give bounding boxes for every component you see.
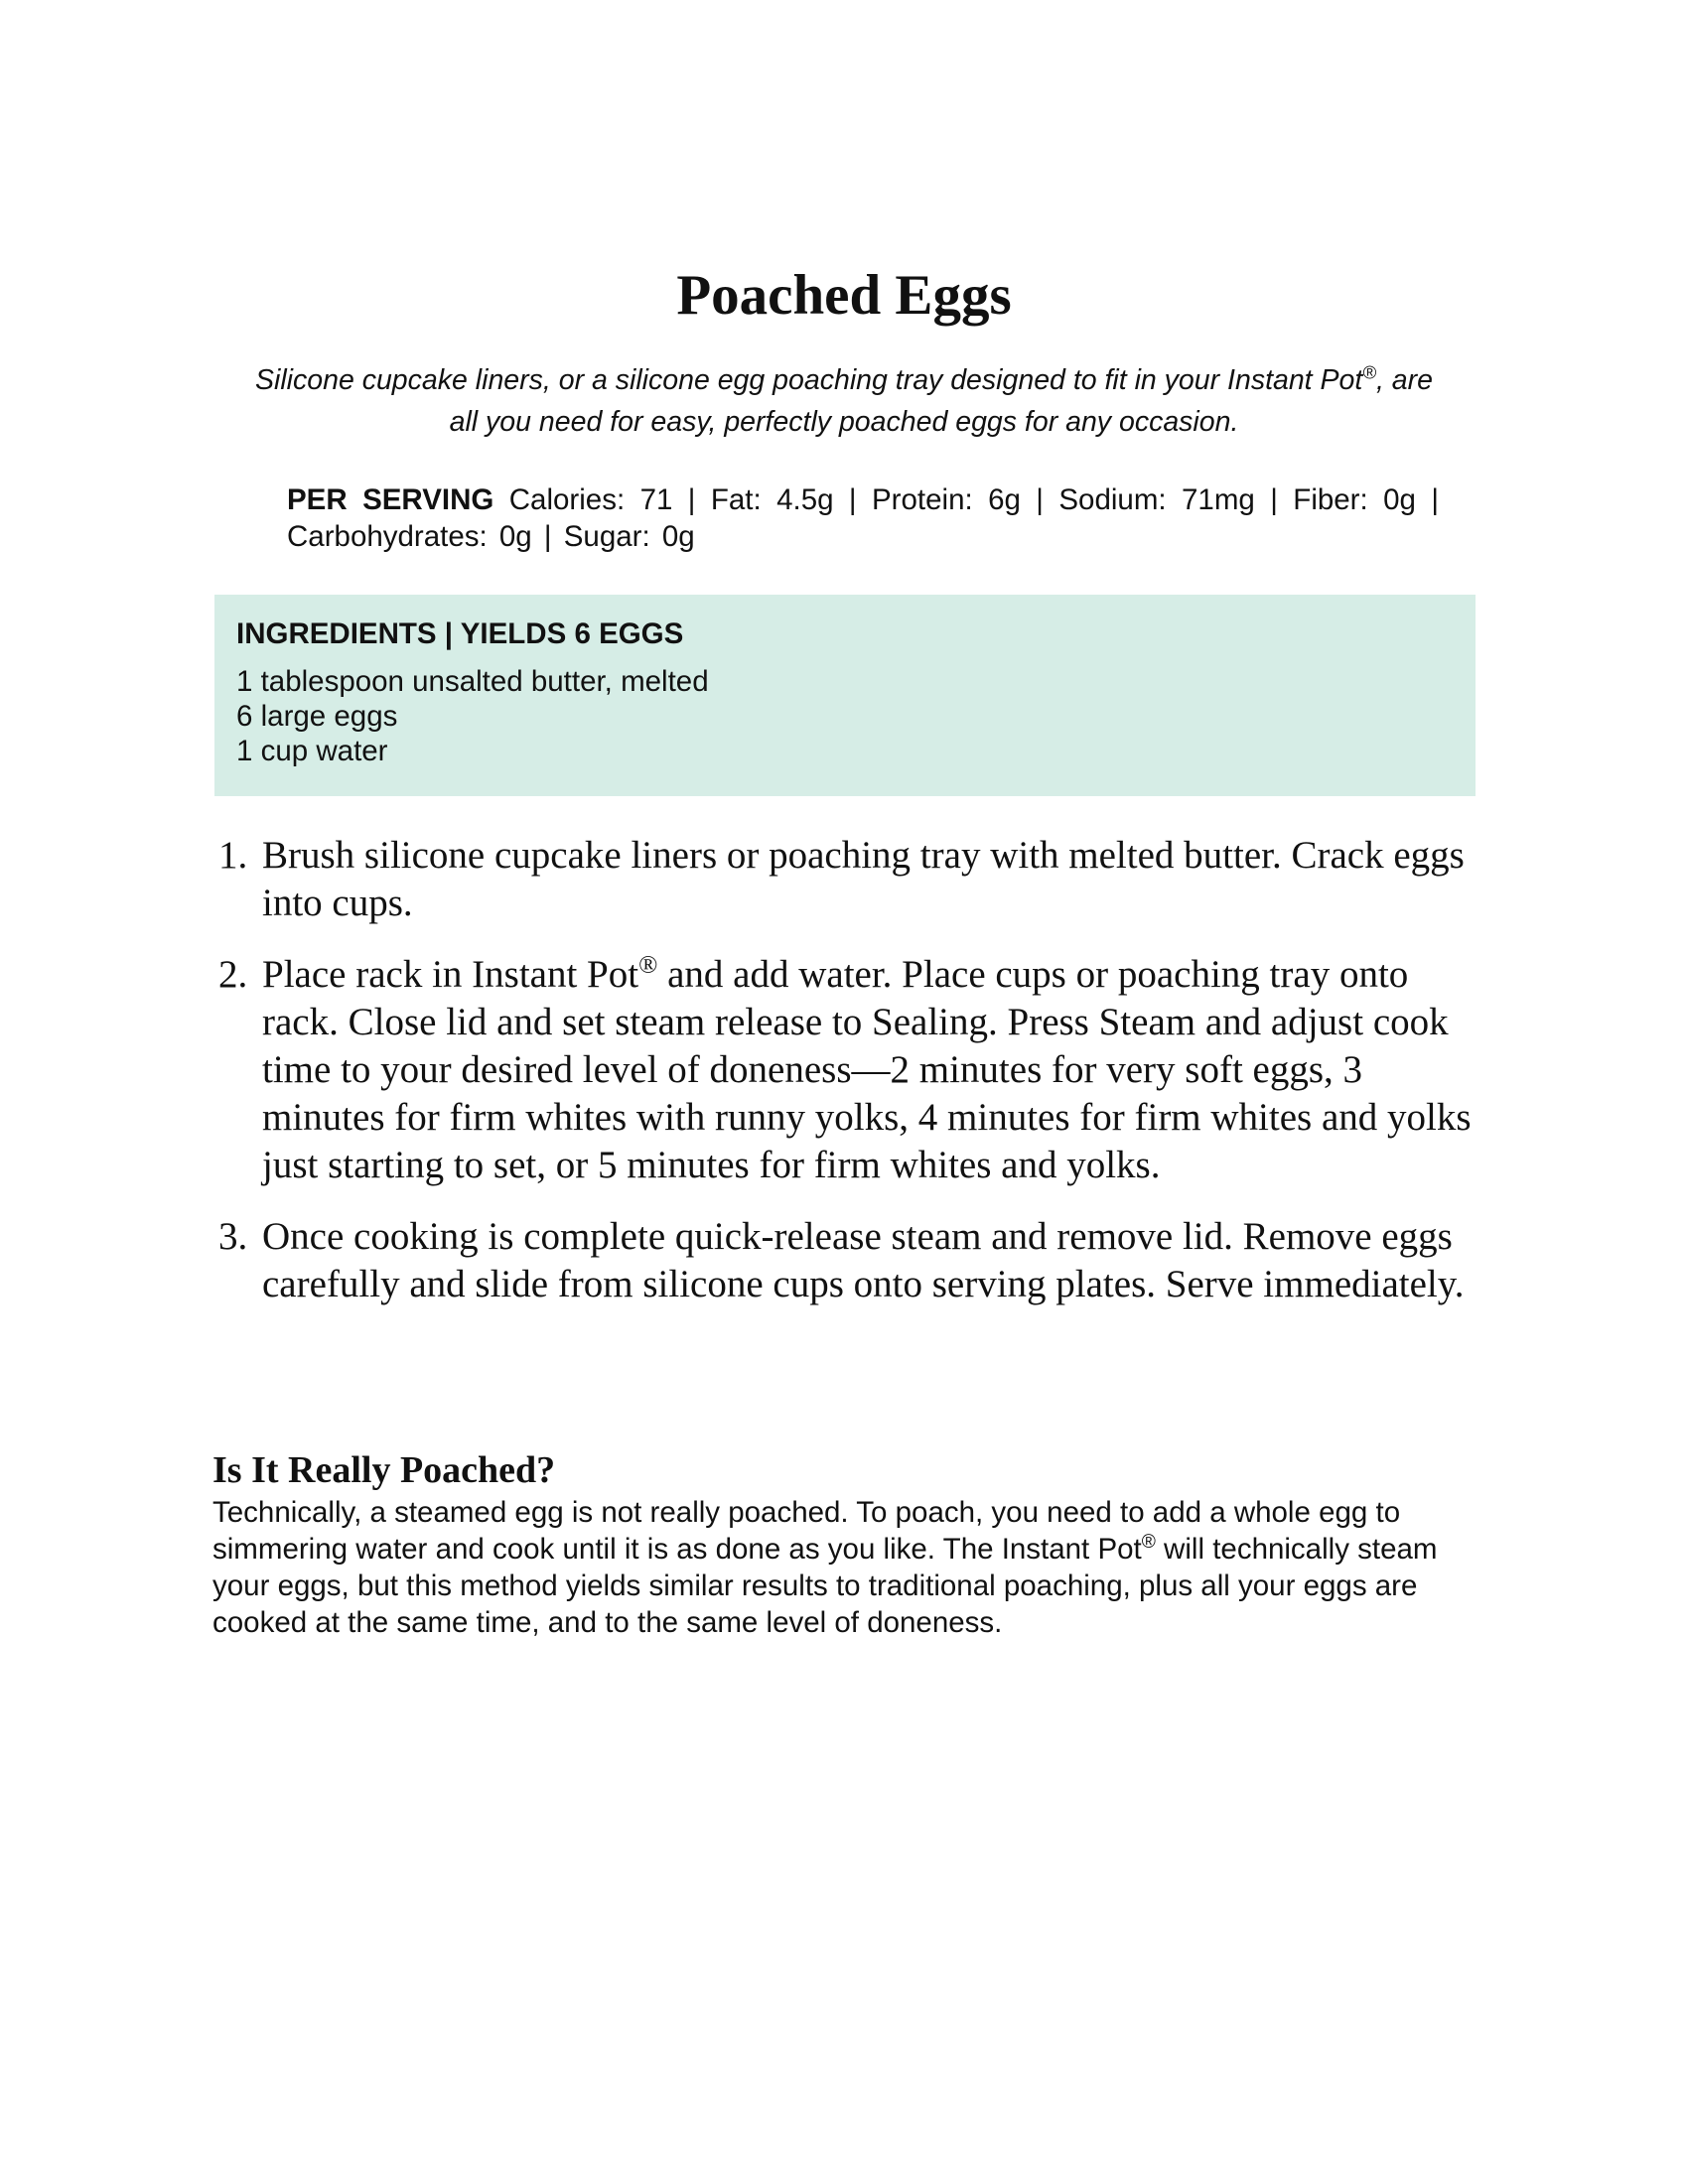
registered-mark: ® <box>638 951 658 979</box>
step-text-after: and add water. Place cups or poaching tray onto rack. Close lid and set steam release to Sealing. Press Steam and adjust cook time to your desired level of doneness—2 minutes for very soft eggs, 3 minutes for firm whites with runny yolks, 4 minutes for firm whites and yolks just starting to set, or 5 minutes for firm whites and yolks. <box>262 953 1472 1186</box>
registered-mark: ® <box>1362 361 1376 383</box>
step-number: 2. <box>218 953 248 996</box>
step-text: Brush silicone cupcake liners or poaching tray with melted butter. Crack eggs into cups. <box>262 834 1465 924</box>
directions-list <box>212 832 1476 1332</box>
sidebar-title: Is It Really Poached? <box>212 1449 556 1491</box>
step-text: Once cooking is complete quick-release steam and remove lid. Remove eggs carefully and slide from silicone cups onto serving plates. Serve immediately. <box>262 1215 1465 1305</box>
nutrition-facts <box>287 481 1439 555</box>
intro-text-before: Silicone cupcake liners, or a silicone egg poaching tray designed to fit in your Instant Pot <box>254 364 1363 396</box>
step-number: 1. <box>218 834 248 877</box>
ingredients-list <box>236 664 1454 768</box>
nutrition-values: Calories: 71 | Fat: 4.5g | Protein: 6g | Sodium: 71mg | Fiber: 0g | Carbohydrates: 0g | Sugar: 0g <box>287 483 1440 553</box>
registered-mark: ® <box>1141 1532 1156 1554</box>
sidebar-text-after: will technically steam your eggs, but this method yields similar results to traditional poaching, plus all your eggs are cooked at the same time, and to the same level of doneness. <box>212 1533 1438 1639</box>
ingredient-item: 1 cup water <box>236 735 388 767</box>
step-number: 3. <box>218 1215 248 1258</box>
sidebar-body <box>212 1494 1476 1641</box>
intro-text-after: , are all you need for easy, perfectly poached eggs for any occasion. <box>449 364 1433 438</box>
direction-step <box>212 1213 1476 1308</box>
recipe-title: Poached Eggs <box>676 264 1012 327</box>
direction-step <box>212 951 1476 1189</box>
recipe-intro <box>242 359 1446 443</box>
ingredient-item: 1 tablespoon unsalted butter, melted <box>236 665 709 698</box>
sidebar-text-before: Technically, a steamed egg is not really poached. To poach, you need to add a whole egg to simmering water and cook until it is as done as you like. The Instant Pot <box>212 1496 1401 1566</box>
ingredients-box <box>214 595 1476 796</box>
ingredient-item: 6 large eggs <box>236 700 398 733</box>
direction-step <box>212 832 1476 927</box>
ingredients-heading: INGREDIENTS | YIELDS 6 EGGS <box>236 617 684 650</box>
step-text-before: Place rack in Instant Pot <box>262 953 639 996</box>
nutrition-label: PER SERVING <box>287 483 494 516</box>
